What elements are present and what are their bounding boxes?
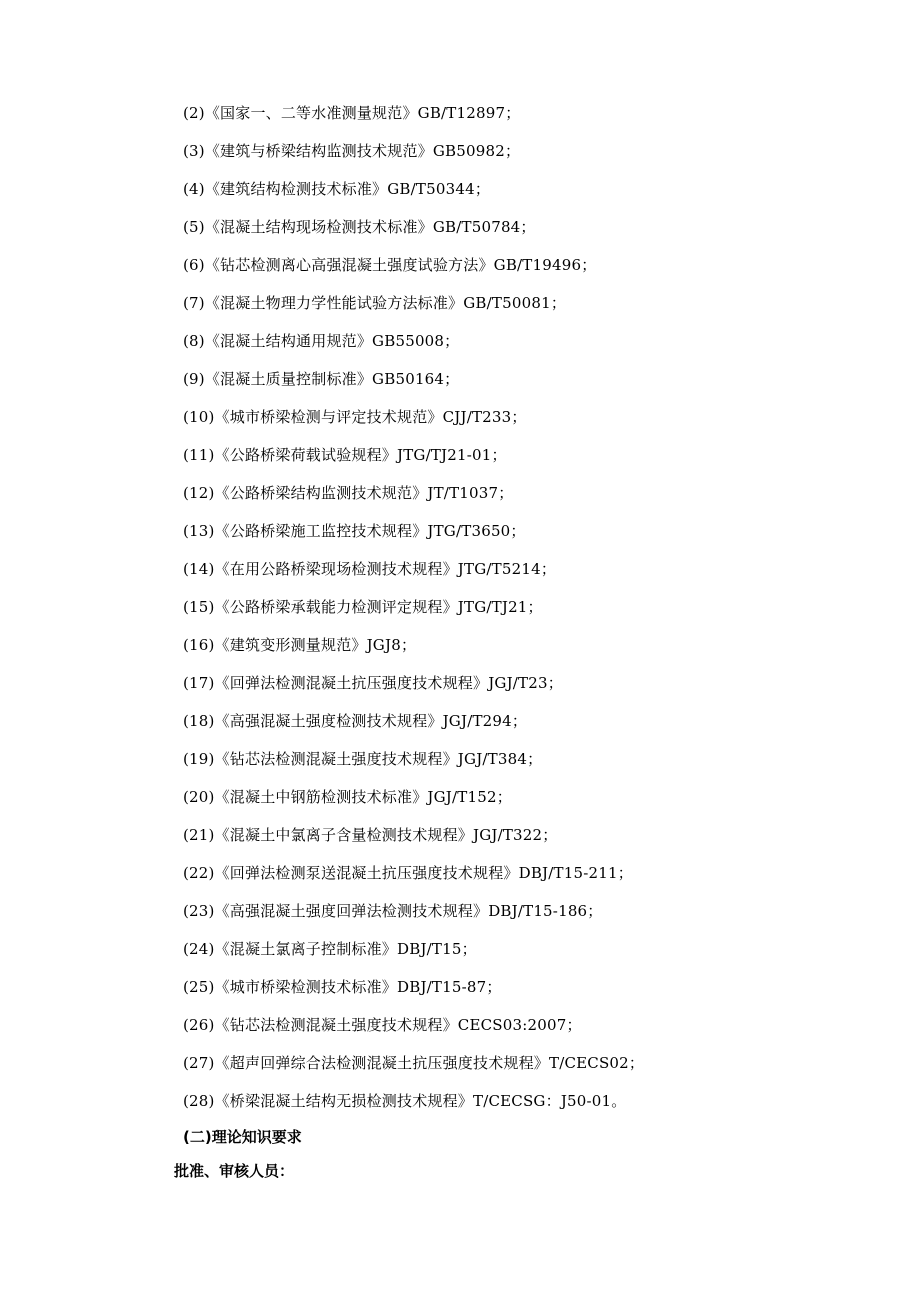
reference-item: (17)《回弹法检测混凝土抗压强度技术规程》JGJ/T23； <box>183 674 563 692</box>
reference-item: (25)《城市桥梁检测技术标准》DBJ/T15-87； <box>183 978 502 996</box>
reference-item: (18)《高强混凝土强度检测技术规程》JGJ/T294； <box>183 712 528 730</box>
reference-item: (16)《建筑变形测量规范》JGJ8； <box>183 636 417 654</box>
reference-item: (26)《钻芯法检测混凝土强度技术规程》CECS03:2007； <box>183 1016 582 1034</box>
reference-item: (14)《在用公路桥梁现场检测技术规程》JTG/T5214； <box>183 560 557 578</box>
reference-item: (3)《建筑与桥梁结构监测技术规范》GB50982； <box>183 142 521 160</box>
reference-item: (8)《混凝土结构通用规范》GB55008； <box>183 332 460 350</box>
reference-item: (4)《建筑结构检测技术标准》GB/T50344； <box>183 180 491 198</box>
reference-item: (15)《公路桥梁承载能力检测评定规程》JTG/TJ21； <box>183 598 543 616</box>
reference-item: (7)《混凝土物理力学性能试验方法标准》GB/T50081； <box>183 294 567 312</box>
reference-item: (12)《公路桥梁结构监测技术规范》JT/T1037； <box>183 484 514 502</box>
reference-item: (27)《超声回弹综合法检测混凝土抗压强度技术规程》T/CECS02； <box>183 1054 645 1072</box>
approver-label: 批准、审核人员： <box>174 1162 295 1180</box>
reference-item: (24)《混凝土氯离子控制标准》DBJ/T15； <box>183 940 477 958</box>
reference-item: (19)《钻芯法检测混凝土强度技术规程》JGJ/T384； <box>183 750 543 768</box>
section-heading: (二)理论知识要求 <box>183 1128 302 1146</box>
reference-item: (5)《混凝土结构现场检测技术标准》GB/T50784； <box>183 218 536 236</box>
reference-item: (2)《国家一、二等水准测量规范》GB/T12897； <box>183 104 521 122</box>
reference-item: (13)《公路桥梁施工监控技术规程》JTG/T3650； <box>183 522 526 540</box>
reference-item: (21)《混凝土中氯离子含量检测技术规程》JGJ/T322； <box>183 826 558 844</box>
reference-item: (9)《混凝土质量控制标准》GB50164； <box>183 370 460 388</box>
reference-item: (6)《钻芯检测离心高强混凝土强度试验方法》GB/T19496； <box>183 256 597 274</box>
reference-item: (20)《混凝土中钢筋检测技术标准》JGJ/T152； <box>183 788 512 806</box>
reference-item: (28)《桥梁混凝土结构无损检测技术规程》T/CECSG：J50-01。 <box>183 1092 627 1110</box>
reference-item: (23)《高强混凝土强度回弹法检测技术规程》DBJ/T15-186； <box>183 902 603 920</box>
reference-item: (11)《公路桥梁荷载试验规程》JTG/TJ21-01； <box>183 446 507 464</box>
reference-item: (22)《回弹法检测泵送混凝土抗压强度技术规程》DBJ/T15-211； <box>183 864 633 882</box>
reference-item: (10)《城市桥梁检测与评定技术规范》CJJ/T233； <box>183 408 527 426</box>
standards-reference-list <box>183 94 644 1120</box>
